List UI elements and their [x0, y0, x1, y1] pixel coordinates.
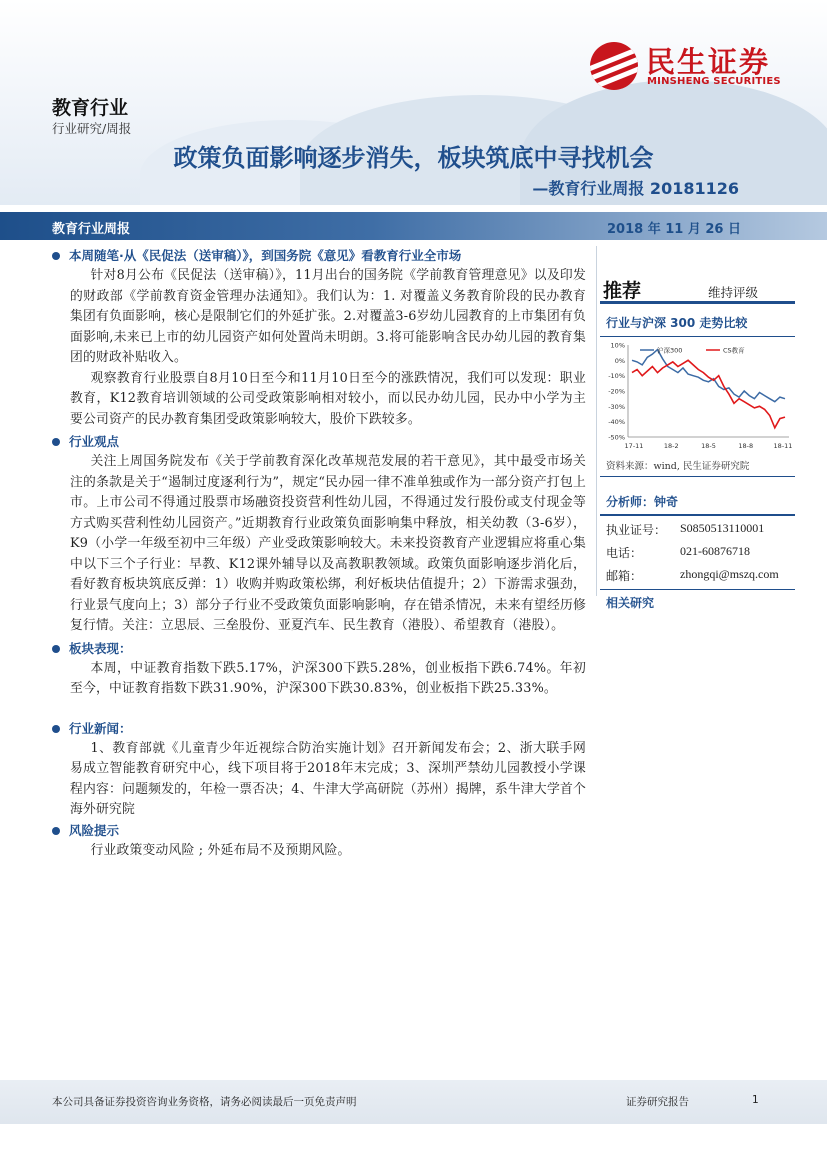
rating-note: 维持评级: [708, 285, 759, 300]
section-paragraph: 针对8月公布《民促法（送审稿）》，11月出台的国务院《学前教育管理意见》以及印发的财政部《学前教育资金管理办法通知》。我们认为：1. 对覆盖义务教育阶段的民办教育集团有负面影响，核心是限制它们的外延扩张。2.对覆盖3-6岁幼儿园教育的上市集团有负面影响,未来已上市的幼儿园资产如何处置尚未明朗。3.将可能影响含民办幼儿园的教育集团的财政补贴收入。: [70, 268, 586, 365]
chart-title: 行业与沪深 300 走势比较: [606, 316, 748, 330]
analyst-license: 执业证号： S0850513110001: [606, 521, 765, 537]
footer-disclaimer: 本公司具备证券投资咨询业务资格，请务必阅读最后一页免责声明: [52, 1096, 357, 1108]
bullet-icon: [52, 252, 60, 260]
section-heading: 风险提示: [52, 821, 588, 841]
section-paragraph: 本周，中证教育指数下跌5.17%，沪深300下跌5.28%，创业板指下跌6.74%。年初至今，中证教育指数下跌31.90%，沪深300下跌30.83%，创业板指下跌25.33%。: [70, 660, 586, 696]
bullet-icon: [52, 827, 60, 835]
report-title: 政策负面影响逐步消失，板块筑底中寻找机会: [173, 144, 654, 172]
chart-series-line: [632, 350, 785, 402]
section-paragraph: 观察教育行业股票自8月10日至今和11月10日至今的涨跌情况，我们可以发现：职业教育，K12教育培训领域的公司受政策影响相对较小，而以民办幼儿园，民办中小学为主要公司资产的民办教育集团受政策影响较大，股价下跌较多。: [70, 370, 586, 427]
industry-label: 教育行业: [52, 97, 129, 119]
footer: [0, 1080, 827, 1124]
chart-y-tick-label: -50%: [608, 433, 625, 442]
brand-logo-icon: [590, 42, 638, 90]
chart-legend-label: 沪深300: [657, 346, 683, 355]
section-heading: 本周随笔·从《民促法（送审稿）》，到国务院《意见》看教育行业全市场: [52, 246, 588, 266]
bullet-icon: [52, 645, 60, 653]
section-heading: 行业观点: [52, 432, 588, 452]
chart-source: 资料来源：wind, 民生证券研究院: [600, 454, 795, 477]
bullet-icon: [52, 438, 60, 446]
related-research-heading: 相关研究: [600, 589, 795, 615]
bullet-icon: [52, 725, 60, 733]
chart-y-tick-label: -40%: [608, 418, 625, 427]
analyst-label: 分析师：钟奇: [600, 477, 795, 516]
brand-name-en: MINSHENG SECURITIES: [647, 76, 781, 87]
column-divider: [596, 246, 597, 596]
section-paragraph: 行业政策变动风险 ; 外延布局不及预期风险。: [90, 842, 351, 858]
footer-label: 证券研究报告: [626, 1096, 689, 1108]
report-date: 2018 年 11 月 26 日: [607, 222, 741, 237]
report-info-bar: [0, 212, 827, 240]
rating-row: [600, 270, 795, 304]
chart-x-tick-label: 17-11: [624, 442, 644, 450]
chart-x-tick-label: 18-11: [773, 442, 793, 450]
chart-x-tick-label: 18-2: [663, 442, 679, 450]
section-paragraph: 1、教育部就《儿童青少年近视综合防治实施计划》召开新闻发布会；2、浙大联手网易成立智能教育研究中心，线下项目将于2018年末完成；3、深圳严禁幼儿园教授小学课程内容：问题频发的，年检一票否决；4、牛津大学高研院（苏州）揭牌，系牛津大学首个海外研究院: [70, 740, 586, 817]
chart-y-tick-label: -30%: [608, 402, 625, 411]
chart-y-tick-label: -10%: [608, 372, 625, 381]
bar-report-name: 教育行业周报: [52, 222, 131, 237]
trend-chart: [600, 336, 795, 454]
brand-logo: [590, 40, 785, 96]
section-heading: 板块表现：: [52, 639, 588, 659]
chart-x-tick-label: 18-8: [738, 442, 754, 450]
chart-x-tick-label: 18-5: [701, 442, 716, 450]
report-type: 行业研究/周报: [52, 121, 132, 136]
chart-legend-label: CS教育: [723, 346, 745, 355]
trend-chart-svg: [600, 337, 795, 455]
page-number: 1: [752, 1094, 759, 1106]
analyst-phone: 电话： 021-60876718: [606, 544, 750, 560]
chart-y-tick-label: 0%: [614, 356, 625, 365]
brand-name-cn: 民生证券: [646, 45, 771, 79]
chart-y-tick-label: 10%: [610, 341, 625, 350]
analyst-email[interactable]: 邮箱： zhongqi@mszq.com: [606, 567, 779, 583]
chart-y-tick-label: -20%: [608, 387, 625, 396]
main-content: [52, 246, 588, 861]
section-paragraph: 关注上周国务院发布《关于学前教育深化改革规范发展的若干意见》，其中最受市场关注的条款是关于“遏制过度逐利行为”，规定“民办园一律不准单独或作为一部分资产打包上市。上市公司不得通过股票市场融资投资营利性幼儿园，不得通过发行股份或支付现金等方式购买营利性幼儿园资产。”近期教育行业政策负面影响集中释放，相关幼教（3-6岁），K9（小学一年级至初中三年级）产业受政策影响较大。未来投资教育产业逻辑应将重心集中以下三个子行业：早教、K12课外辅导以及高教职教领域。政策负面影响逐步消化后，看好教育板块筑底反弹：1）收购并购政策松绑，利好板块估值提升；2）下游需求强劲，行业景气度向上；3）部分子行业不受政策负面影响影响，存在错杀情况，未来有望经历修复行情。关注：立思辰、三垒股份、亚夏汽车、民生教育（港股）、希望教育（港股）。: [70, 454, 586, 633]
sidebar: [600, 270, 795, 615]
section-heading: 行业新闻：: [52, 719, 588, 739]
rating: 推荐: [603, 280, 642, 302]
report-subtitle: —教育行业周报 20181126: [532, 179, 739, 198]
